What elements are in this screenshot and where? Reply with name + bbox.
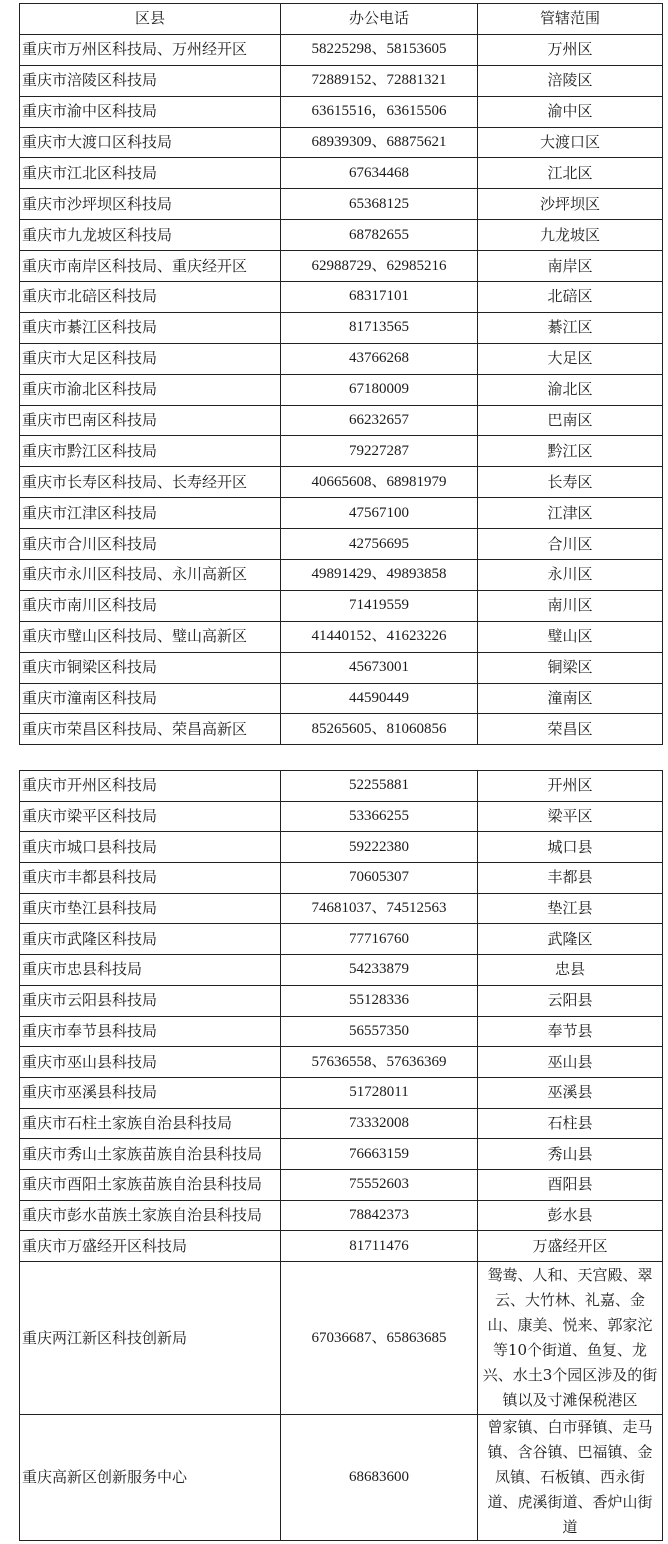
- table-row: [20, 282, 663, 313]
- table-row: [20, 467, 663, 498]
- scope-cell: 城口县: [478, 832, 663, 863]
- district-cell: 重庆市长寿区科技局、长寿经开区: [20, 467, 281, 498]
- district-cell: 重庆市武隆区科技局: [20, 924, 281, 955]
- phone-cell: 74681037、74512563: [281, 893, 478, 924]
- district-cell: 重庆市江津区科技局: [20, 498, 281, 529]
- district-cell: 重庆市永川区科技局、永川高新区: [20, 560, 281, 591]
- table-row: [20, 985, 663, 1016]
- phone-cell: 67180009: [281, 374, 478, 405]
- contact-table-part2: [19, 770, 663, 1541]
- contact-table-part1: [19, 3, 663, 745]
- table-row: [20, 436, 663, 467]
- table-row: [20, 1016, 663, 1047]
- district-cell: 重庆市大渡口区科技局: [20, 127, 281, 158]
- district-cell: 重庆市巫溪县科技局: [20, 1077, 281, 1108]
- scope-cell: 渝中区: [478, 96, 663, 127]
- phone-cell: 73332008: [281, 1108, 478, 1139]
- phone-cell: 40665608、68981979: [281, 467, 478, 498]
- phone-cell: 58225298、58153605: [281, 34, 478, 65]
- scope-cell: 合川区: [478, 529, 663, 560]
- phone-cell: 85265605、81060856: [281, 714, 478, 745]
- table-row: [20, 312, 663, 343]
- phone-cell: 81713565: [281, 312, 478, 343]
- district-cell: 重庆市南川区科技局: [20, 590, 281, 621]
- district-cell: 重庆市开州区科技局: [20, 771, 281, 802]
- table-row: [20, 1169, 663, 1200]
- district-cell: 重庆市巴南区科技局: [20, 405, 281, 436]
- scope-cell: 开州区: [478, 771, 663, 802]
- phone-cell: 63615516，63615506: [281, 96, 478, 127]
- phone-cell: 70605307: [281, 863, 478, 894]
- table-row: [20, 158, 663, 189]
- district-cell: 重庆市奉节县科技局: [20, 1016, 281, 1047]
- district-cell: 重庆市秀山土家族苗族自治县科技局: [20, 1139, 281, 1170]
- phone-cell: 52255881: [281, 771, 478, 802]
- header-scope: 管辖范围: [478, 4, 663, 35]
- phone-cell: 47567100: [281, 498, 478, 529]
- scope-cell: 巫山县: [478, 1047, 663, 1078]
- phone-cell: 59222380: [281, 832, 478, 863]
- scope-cell: 武隆区: [478, 924, 663, 955]
- district-cell: 重庆市北碚区科技局: [20, 282, 281, 313]
- scope-cell: 北碚区: [478, 282, 663, 313]
- scope-cell: 万州区: [478, 34, 663, 65]
- district-cell: 重庆市忠县科技局: [20, 955, 281, 986]
- district-cell: 重庆市垫江县科技局: [20, 893, 281, 924]
- phone-cell: 78842373: [281, 1200, 478, 1231]
- district-cell: 重庆市涪陵区科技局: [20, 65, 281, 96]
- scope-cell: 彭水县: [478, 1200, 663, 1231]
- phone-cell: 81711476: [281, 1231, 478, 1262]
- scope-cell: 璧山区: [478, 621, 663, 652]
- scope-cell: 石柱县: [478, 1108, 663, 1139]
- table-row: [20, 529, 663, 560]
- district-cell: 重庆市巫山县科技局: [20, 1047, 281, 1078]
- scope-cell: 垫江县: [478, 893, 663, 924]
- table-row: [20, 863, 663, 894]
- scope-cell: 酉阳县: [478, 1169, 663, 1200]
- district-cell: 重庆市荣昌区科技局、荣昌高新区: [20, 714, 281, 745]
- table-row: [20, 498, 663, 529]
- scope-cell: 鸳鸯、人和、天宫殿、翠云、大竹林、礼嘉、金山、康美、悦来、郭家沱等10个街道、鱼复、龙兴、水土3个园区涉及的街镇以及寸滩保税港区: [478, 1262, 663, 1415]
- district-cell: 重庆市城口县科技局: [20, 832, 281, 863]
- table-row: [20, 405, 663, 436]
- scope-cell: 江北区: [478, 158, 663, 189]
- district-cell: 重庆市沙坪坝区科技局: [20, 189, 281, 220]
- phone-cell: 68782655: [281, 220, 478, 251]
- district-cell: 重庆市万州区科技局、万州经开区: [20, 34, 281, 65]
- phone-cell: 71419559: [281, 590, 478, 621]
- table-row: [20, 34, 663, 65]
- table-row: [20, 801, 663, 832]
- phone-cell: 65368125: [281, 189, 478, 220]
- table-header-row: [20, 4, 663, 35]
- phone-cell: 53366255: [281, 801, 478, 832]
- scope-cell: 荣昌区: [478, 714, 663, 745]
- table-row: [20, 1415, 663, 1541]
- table-row: [20, 1200, 663, 1231]
- phone-cell: 56557350: [281, 1016, 478, 1047]
- scope-cell: 九龙坡区: [478, 220, 663, 251]
- district-cell: 重庆市南岸区科技局、重庆经开区: [20, 251, 281, 282]
- phone-cell: 57636558、57636369: [281, 1047, 478, 1078]
- table-row: [20, 1047, 663, 1078]
- phone-cell: 75552603: [281, 1169, 478, 1200]
- table-row: [20, 1077, 663, 1108]
- table-row: [20, 1108, 663, 1139]
- scope-cell: 大渡口区: [478, 127, 663, 158]
- table-row: [20, 220, 663, 251]
- phone-cell: 66232657: [281, 405, 478, 436]
- phone-cell: 68317101: [281, 282, 478, 313]
- scope-cell: 南岸区: [478, 251, 663, 282]
- district-cell: 重庆市江北区科技局: [20, 158, 281, 189]
- scope-cell: 奉节县: [478, 1016, 663, 1047]
- district-cell: 重庆市黔江区科技局: [20, 436, 281, 467]
- table-row: [20, 1139, 663, 1170]
- district-cell: 重庆市万盛经开区科技局: [20, 1231, 281, 1262]
- table-row: [20, 96, 663, 127]
- table-row: [20, 590, 663, 621]
- table-row: [20, 560, 663, 591]
- scope-cell: 沙坪坝区: [478, 189, 663, 220]
- table-row: [20, 1231, 663, 1262]
- district-cell: 重庆市石柱土家族自治县科技局: [20, 1108, 281, 1139]
- district-cell: 重庆市彭水苗族土家族自治县科技局: [20, 1200, 281, 1231]
- scope-cell: 綦江区: [478, 312, 663, 343]
- district-cell: 重庆市云阳县科技局: [20, 985, 281, 1016]
- scope-cell: 大足区: [478, 343, 663, 374]
- scope-cell: 渝北区: [478, 374, 663, 405]
- district-cell: 重庆市铜梁区科技局: [20, 652, 281, 683]
- scope-cell: 忠县: [478, 955, 663, 986]
- phone-cell: 68683600: [281, 1415, 478, 1541]
- scope-cell: 巴南区: [478, 405, 663, 436]
- phone-cell: 55128336: [281, 985, 478, 1016]
- table-row: [20, 251, 663, 282]
- scope-cell: 云阳县: [478, 985, 663, 1016]
- scope-cell: 长寿区: [478, 467, 663, 498]
- table-row: [20, 189, 663, 220]
- phone-cell: 43766268: [281, 343, 478, 374]
- phone-cell: 42756695: [281, 529, 478, 560]
- table-row: [20, 621, 663, 652]
- table-row: [20, 65, 663, 96]
- table-row: [20, 127, 663, 158]
- district-cell: 重庆市大足区科技局: [20, 343, 281, 374]
- phone-cell: 45673001: [281, 652, 478, 683]
- header-district: 区县: [20, 4, 281, 35]
- phone-cell: 72889152、72881321: [281, 65, 478, 96]
- table-row: [20, 374, 663, 405]
- district-cell: 重庆市潼南区科技局: [20, 683, 281, 714]
- scope-cell: 梁平区: [478, 801, 663, 832]
- phone-cell: 49891429、49893858: [281, 560, 478, 591]
- phone-cell: 68939309、68875621: [281, 127, 478, 158]
- scope-cell: 曾家镇、白市驿镇、走马镇、含谷镇、巴福镇、金凤镇、石板镇、西永街道、虎溪街道、香炉山街道: [478, 1415, 663, 1541]
- phone-cell: 67634468: [281, 158, 478, 189]
- table-row: [20, 652, 663, 683]
- scope-cell: 江津区: [478, 498, 663, 529]
- table-row: [20, 893, 663, 924]
- table-row: [20, 924, 663, 955]
- district-cell: 重庆市丰都县科技局: [20, 863, 281, 894]
- scope-cell: 永川区: [478, 560, 663, 591]
- phone-cell: 44590449: [281, 683, 478, 714]
- phone-cell: 79227287: [281, 436, 478, 467]
- district-cell: 重庆市渝中区科技局: [20, 96, 281, 127]
- phone-cell: 76663159: [281, 1139, 478, 1170]
- district-cell: 重庆市合川区科技局: [20, 529, 281, 560]
- scope-cell: 万盛经开区: [478, 1231, 663, 1262]
- scope-cell: 铜梁区: [478, 652, 663, 683]
- scope-cell: 黔江区: [478, 436, 663, 467]
- table-row: [20, 714, 663, 745]
- phone-cell: 54233879: [281, 955, 478, 986]
- district-cell: 重庆市梁平区科技局: [20, 801, 281, 832]
- table-row: [20, 683, 663, 714]
- table-row: [20, 343, 663, 374]
- phone-cell: 62988729、62985216: [281, 251, 478, 282]
- district-cell: 重庆市酉阳土家族苗族自治县科技局: [20, 1169, 281, 1200]
- district-cell: 重庆市渝北区科技局: [20, 374, 281, 405]
- phone-cell: 67036687、65863685: [281, 1262, 478, 1415]
- table-row: [20, 955, 663, 986]
- scope-cell: 秀山县: [478, 1139, 663, 1170]
- scope-cell: 巫溪县: [478, 1077, 663, 1108]
- phone-cell: 51728011: [281, 1077, 478, 1108]
- header-phone: 办公电话: [281, 4, 478, 35]
- table-row: [20, 832, 663, 863]
- scope-cell: 南川区: [478, 590, 663, 621]
- phone-cell: 77716760: [281, 924, 478, 955]
- phone-cell: 41440152、41623226: [281, 621, 478, 652]
- district-cell: 重庆两江新区科技创新局: [20, 1262, 281, 1415]
- scope-cell: 涪陵区: [478, 65, 663, 96]
- district-cell: 重庆市璧山区科技局、璧山高新区: [20, 621, 281, 652]
- table-row: [20, 771, 663, 802]
- district-cell: 重庆高新区创新服务中心: [20, 1415, 281, 1541]
- scope-cell: 潼南区: [478, 683, 663, 714]
- district-cell: 重庆市綦江区科技局: [20, 312, 281, 343]
- scope-cell: 丰都县: [478, 863, 663, 894]
- district-cell: 重庆市九龙坡区科技局: [20, 220, 281, 251]
- table-row: [20, 1262, 663, 1415]
